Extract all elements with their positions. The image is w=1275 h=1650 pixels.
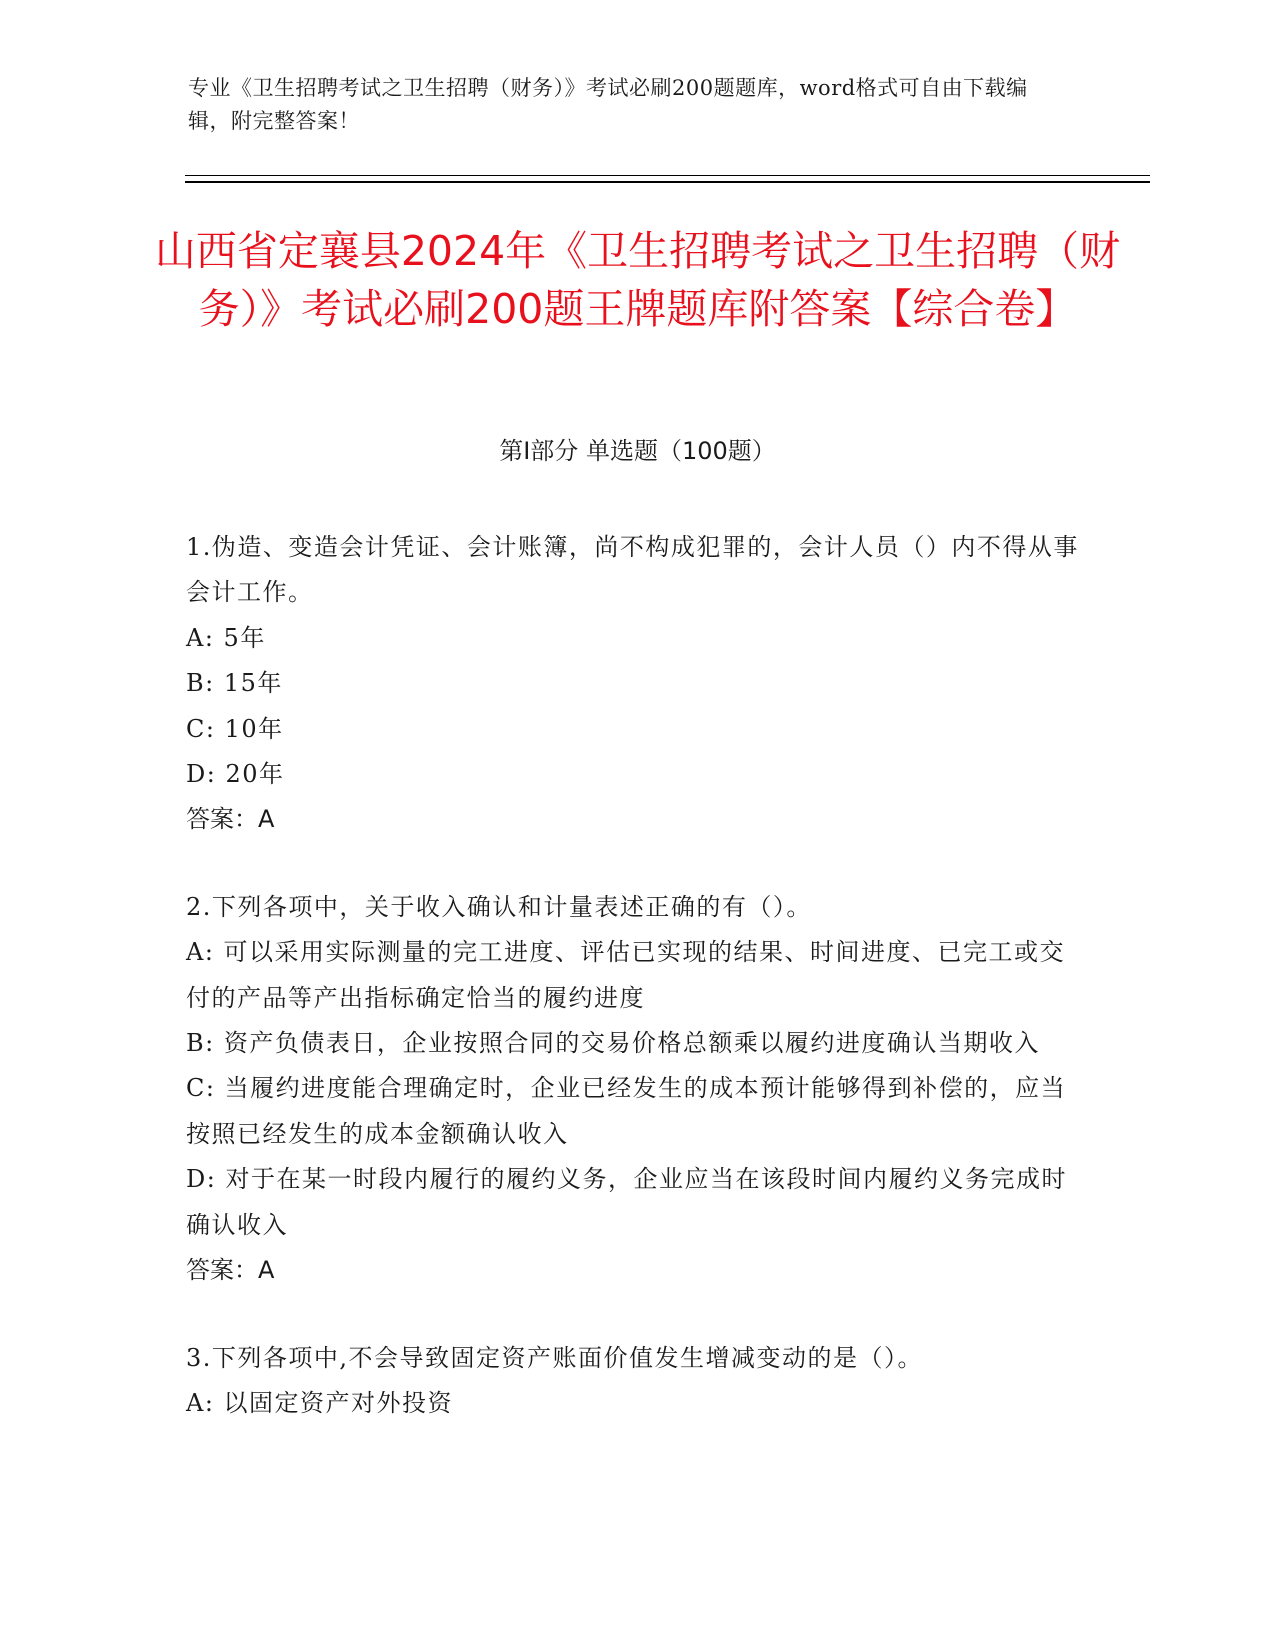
option-c: C: 当履约进度能合理确定时，企业已经发生的成本预计能够得到补偿的，应当按照已经发生的成本金额确认收入 — [186, 1074, 1067, 1148]
document-title: 山西省定襄县2024年《卫生招聘考试之卫生招聘（财务）》考试必刷200题王牌题库附答案【综合卷】 — [154, 227, 1121, 333]
answer: 答案：A — [186, 1256, 275, 1285]
option-d: D: 对于在某一时段内履行的履约义务，企业应当在该段时间内履约义务完成时确认收入 — [186, 1165, 1067, 1239]
option-d: D: 20年 — [186, 760, 285, 789]
header-rule-thick — [185, 181, 1150, 183]
option-b: B: 15年 — [186, 669, 283, 698]
question-stem: 3.下列各项中,不会导致固定资产账面价值发生增减变动的是（）。 — [186, 1343, 924, 1372]
option-a: A: 以固定资产对外投资 — [186, 1388, 454, 1417]
answer: 答案：A — [186, 805, 275, 834]
option-a: A: 5年 — [186, 623, 266, 652]
option-b: B: 资产负债表日，企业按照合同的交易价格总额乘以履约进度确认当期收入 — [186, 1029, 1040, 1058]
header-rule-thin — [185, 175, 1150, 176]
question-3 — [186, 1336, 1086, 1427]
question-1 — [186, 525, 1086, 843]
question-stem: 1.伪造、变造会计凭证、会计账簿，尚不构成犯罪的，会计人员（）内不得从事会计工作。 — [186, 533, 1079, 607]
section-title: 第Ⅰ部分 单选题（100题） — [499, 437, 776, 465]
option-c: C: 10年 — [186, 714, 284, 743]
option-a: A: 可以采用实际测量的完工进度、评估已实现的结果、时间进度、已完工或交付的产品等产出指标确定恰当的履约进度 — [186, 938, 1066, 1012]
question-stem: 2.下列各项中，关于收入确认和计量表述正确的有（）。 — [186, 892, 812, 921]
question-list — [186, 525, 1086, 1468]
header-note: 专业《卫生招聘考试之卫生招聘（财务）》考试必刷200题题库，word格式可自由下载编辑，附完整答案！ — [188, 76, 1028, 133]
question-2 — [186, 885, 1086, 1294]
